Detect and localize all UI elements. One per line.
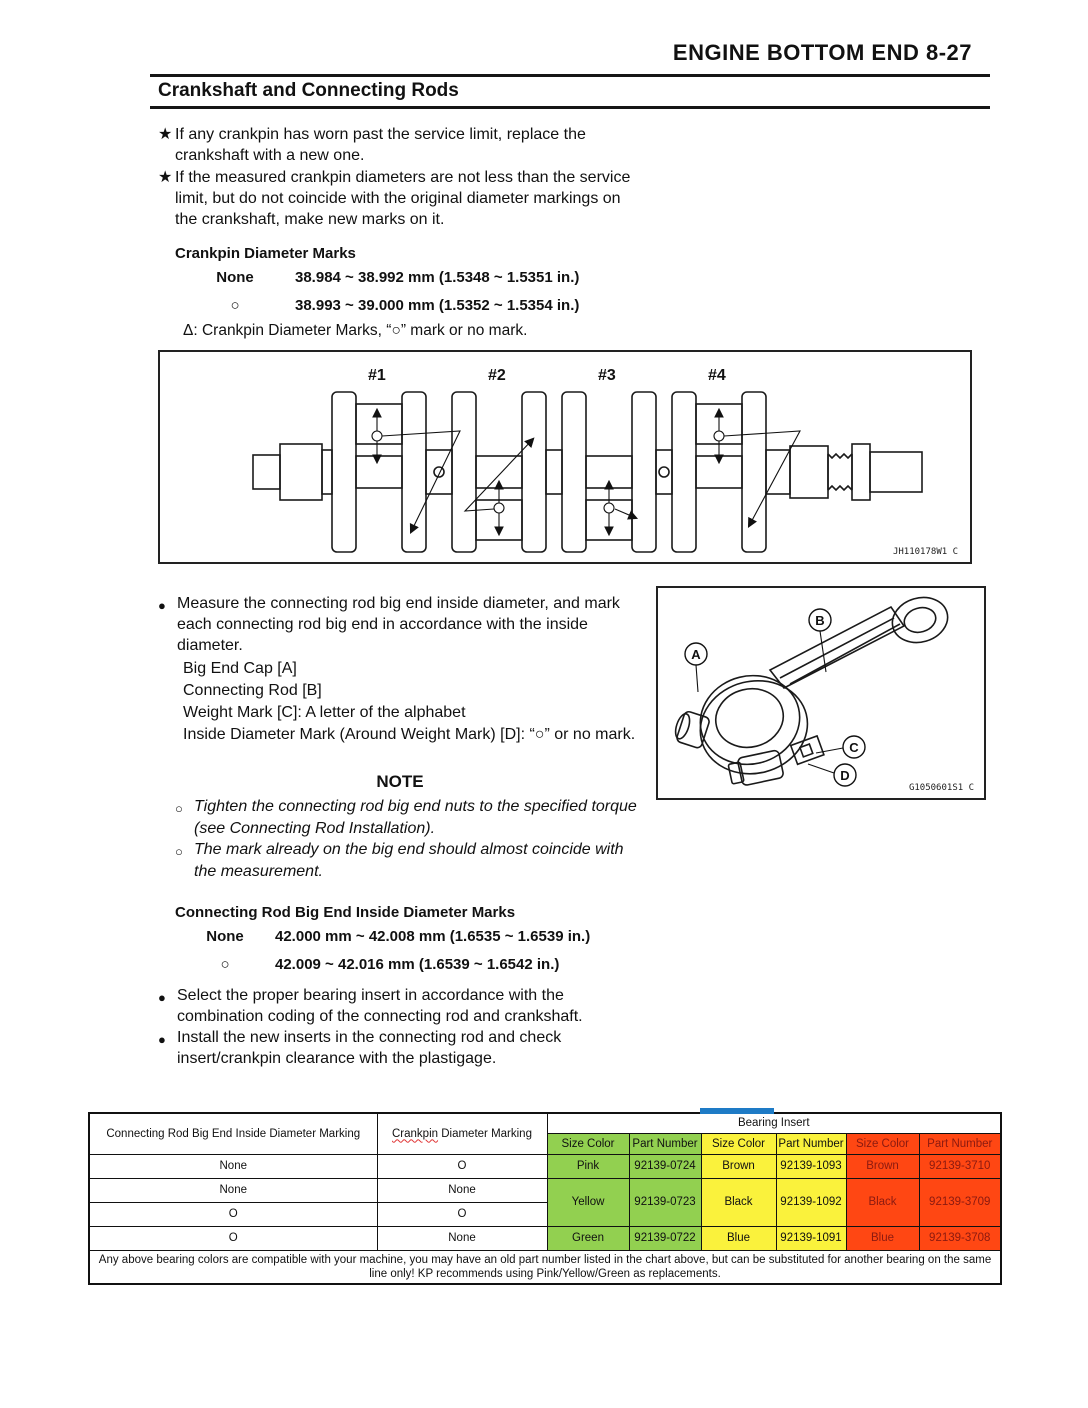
spec-row (175, 955, 590, 975)
connecting-rod-diagram (658, 588, 984, 798)
size-color-cell: Blue (701, 1227, 776, 1251)
size-color-cell: Pink (547, 1155, 629, 1179)
part-number-header: Part Number (776, 1134, 846, 1155)
bullet-text: Install the new inserts in the connecting rod and check insert/crankpin clearance with the plastigage. (177, 1029, 562, 1067)
spec-row (175, 296, 579, 316)
page-header: ENGINE BOTTOM END 8-27 (672, 40, 972, 65)
crankpin-marking-cell: None (377, 1179, 547, 1203)
bullet-text: If the measured crankpin diameters are not less than the service limit, but do not coincide with the original diameter markings on the crankshaft, make new marks on it. (175, 169, 631, 228)
bottom-bullet-list (158, 985, 642, 1069)
star-bullet-icon: ★ (158, 126, 173, 143)
table-note: Any above bearing colors are compatible with your machine, you may have an old part number listed in the chart above, but can be substituted for another bearing on the same line only! KP recommends using Pink/Yellow/Green as replacements. (89, 1251, 1001, 1285)
section-title: Crankshaft and Connecting Rods (158, 80, 459, 101)
spec-mark: None (216, 269, 254, 286)
spec-value: 42.009 ~ 42.016 mm (1.6539 ~ 1.6542 in.) (275, 956, 560, 973)
blue-selection-bar (700, 1108, 774, 1114)
part-label: D (840, 768, 850, 783)
sub-item: Weight Mark [C]: A letter of the alphabet (183, 704, 466, 721)
cylinder-label: #3 (598, 367, 616, 384)
bullet-text: Measure the connecting rod big end inside diameter, and mark each connecting rod big end in accordance with the inside diameter. (177, 595, 620, 654)
spec-value: 38.993 ~ 39.000 mm (1.5352 ~ 1.5354 in.) (295, 297, 580, 314)
size-color-cell: Black (846, 1179, 919, 1227)
measure-sub-items (183, 658, 643, 746)
spec-title: Connecting Rod Big End Inside Diameter Marks (175, 904, 516, 921)
cylinder-label: #1 (368, 367, 386, 384)
crankshaft-figure (158, 350, 972, 564)
size-color-header: Size Color (701, 1134, 776, 1155)
part-number-cell: 92139-1093 (776, 1155, 846, 1179)
dot-bullet-icon: ● (158, 990, 166, 1005)
col-header-crankpin-marking: Crankpin Diameter Marking (377, 1113, 547, 1155)
rod-marking-cell: O (89, 1203, 377, 1227)
dot-bullet-icon: ● (158, 1032, 166, 1047)
bullet-text: If any crankpin has worn past the service limit, replace the crankshaft with a new one. (175, 126, 586, 164)
spec-value: 38.984 ~ 38.992 mm (1.5348 ~ 1.5351 in.) (295, 269, 580, 286)
part-number-cell: 92139-1091 (776, 1227, 846, 1251)
col-header-rod-marking: Connecting Rod Big End Inside Diameter Marking (89, 1113, 377, 1155)
bigend-marks-spec (175, 903, 590, 983)
cylinder-label: #2 (488, 367, 506, 384)
part-number-cell: 92139-0722 (629, 1227, 701, 1251)
part-label: A (691, 647, 701, 662)
part-number-cell: 92139-3708 (919, 1227, 1001, 1251)
size-color-cell: Blue (846, 1227, 919, 1251)
star-bullet-icon: ★ (158, 169, 173, 186)
spec-mark: ○ (230, 297, 240, 314)
crankpin-marks-spec (175, 244, 579, 324)
part-number-cell: 92139-3710 (919, 1155, 1001, 1179)
part-label: B (815, 613, 825, 628)
spec-value: 42.000 mm ~ 42.008 mm (1.6535 ~ 1.6539 in.) (275, 928, 591, 945)
connecting-rod-figure (656, 586, 986, 800)
part-number-cell: 92139-1092 (776, 1179, 846, 1227)
crankshaft-diagram (160, 352, 970, 562)
note-item (175, 839, 645, 882)
part-label: C (849, 740, 859, 755)
sub-item: Connecting Rod [B] (183, 682, 322, 699)
sub-item: Big End Cap [A] (183, 660, 297, 677)
circle-bullet-icon: ○ (175, 801, 183, 816)
bullet-text: Select the proper bearing insert in accordance with the combination coding of the connecting rod and crankshaft. (177, 987, 583, 1025)
circle-bullet-icon: ○ (175, 844, 183, 859)
rod-marking-cell: O (89, 1227, 377, 1251)
size-color-cell: Brown (846, 1155, 919, 1179)
spec-title: Crankpin Diameter Marks (175, 245, 356, 262)
part-number-cell: 92139-3709 (919, 1179, 1001, 1227)
spec-row (175, 927, 590, 947)
cylinder-label: #4 (708, 367, 726, 384)
spec-row (175, 268, 579, 288)
figure-code: G1050601S1 C (908, 783, 974, 793)
part-number-header: Part Number (919, 1134, 1001, 1155)
measure-bullet (158, 593, 642, 656)
bearing-insert-table-wrap (88, 1112, 1000, 1285)
crankpin-marking-cell: O (377, 1155, 547, 1179)
sub-item: Inside Diameter Mark (Around Weight Mark) [D]: “○” or no mark. (183, 726, 636, 743)
rod-marking-cell: None (89, 1179, 377, 1203)
size-color-cell: Black (701, 1179, 776, 1227)
spec-mark: None (206, 928, 244, 945)
crankpin-marking-cell: O (377, 1203, 547, 1227)
top-bullet-list (158, 124, 642, 231)
delta-note: Δ: Crankpin Diameter Marks, “○” mark or no mark. (183, 322, 528, 339)
bearing-insert-table (88, 1112, 1002, 1285)
part-number-cell: 92139-0724 (629, 1155, 701, 1179)
size-color-header: Size Color (846, 1134, 919, 1155)
note-text: Tighten the connecting rod big end nuts to the specified torque (see Connecting Rod Installation). (194, 798, 637, 837)
list-item (158, 985, 642, 1027)
bearing-insert-header: Bearing Insert (547, 1113, 1001, 1134)
size-color-cell: Brown (701, 1155, 776, 1179)
header-rule (150, 74, 990, 77)
note-text: The mark already on the big end should almost coincide with the measurement. (194, 841, 624, 880)
part-number-header: Part Number (629, 1134, 701, 1155)
section-rule (150, 106, 990, 109)
list-item (158, 593, 642, 656)
list-item (158, 124, 642, 166)
size-color-cell: Yellow (547, 1179, 629, 1227)
figure-code: JH110178W1 C (892, 547, 958, 557)
part-number-cell: 92139-0723 (629, 1179, 701, 1227)
note-title: NOTE (376, 772, 424, 791)
spec-mark: ○ (220, 956, 230, 973)
size-color-header: Size Color (547, 1134, 629, 1155)
list-item (158, 1027, 642, 1069)
crankpin-marking-cell: None (377, 1227, 547, 1251)
dot-bullet-icon: ● (158, 598, 166, 613)
rod-marking-cell: None (89, 1155, 377, 1179)
size-color-cell: Green (547, 1227, 629, 1251)
note-items (175, 796, 645, 882)
list-item (158, 167, 642, 230)
note-item (175, 796, 645, 839)
